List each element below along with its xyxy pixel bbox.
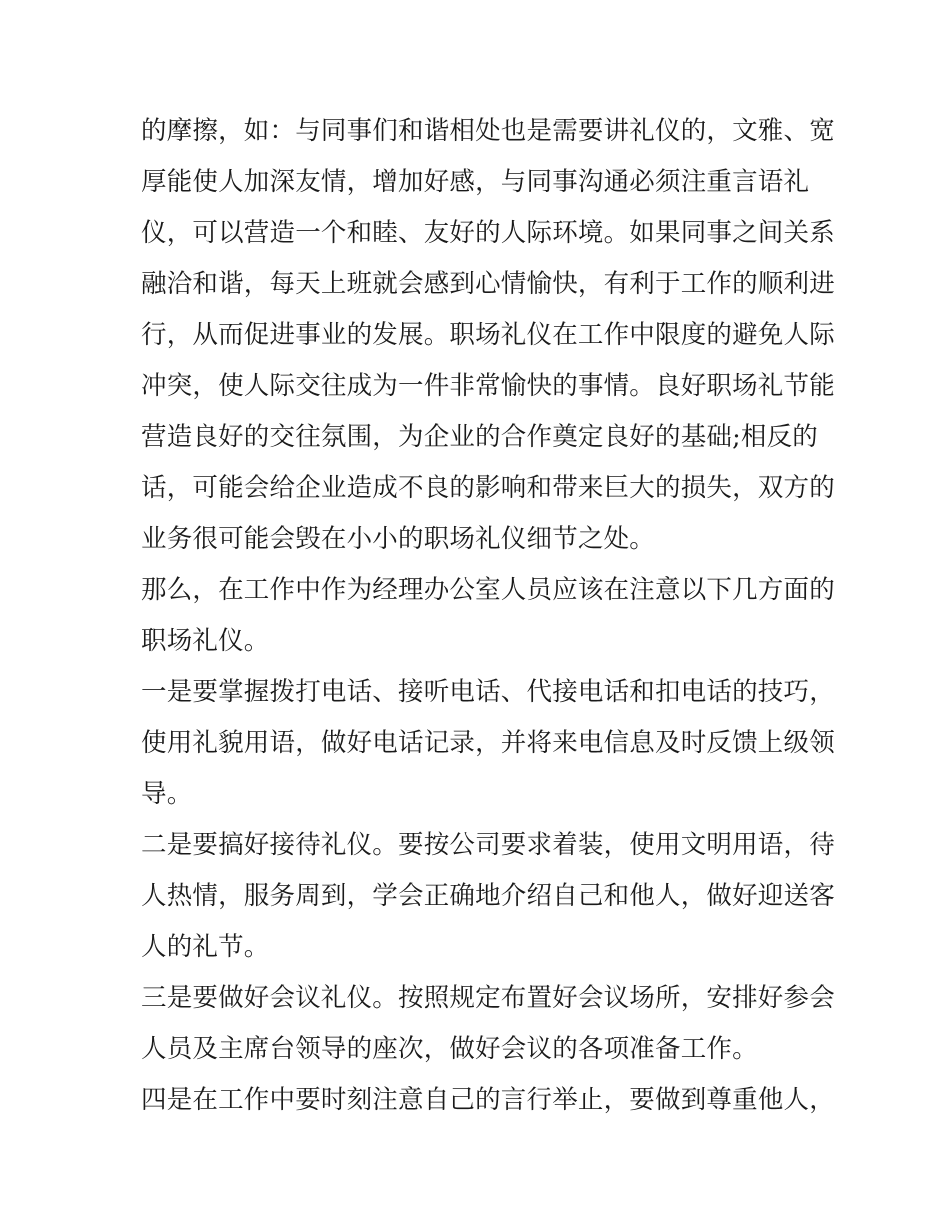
text-line: 业务很可能会毁在小小的职场礼仪细节之处。 <box>141 524 656 554</box>
text-line: 人的礼节。 <box>141 932 270 962</box>
text-line: 冲突，使人际交往成为一件非常愉快的事情。良好职场礼节能 <box>141 371 835 401</box>
text-line: 的摩擦，如：与同事们和谐相处也是需要讲礼仪的，文雅、宽 <box>141 116 835 146</box>
text-line: 导。 <box>141 779 193 809</box>
text-line: 人热情，服务周到，学会正确地介绍自己和他人，做好迎送客 <box>141 881 835 911</box>
text-line: 话，可能会给企业造成不良的影响和带来巨大的损失，双方的 <box>141 473 835 503</box>
text-line: 三是要做好会议礼仪。按照规定布置好会议场所，安排好参会 <box>141 983 835 1013</box>
text-line: 二是要搞好接待礼仪。要按公司要求着装，使用文明用语，待 <box>141 830 835 860</box>
text-line: 四是在工作中要时刻注意自己的言行举止，要做到尊重他人， <box>141 1085 835 1115</box>
text-line: 人员及主席台领导的座次，做好会议的各项准备工作。 <box>141 1034 758 1064</box>
text-line: 一是要掌握拨打电话、接听电话、代接电话和扣电话的技巧， <box>141 677 835 707</box>
text-line: 融洽和谐，每天上班就会感到心情愉快，有利于工作的顺利进 <box>141 269 835 299</box>
text-line: 仪，可以营造一个和睦、友好的人际环境。如果同事之间关系 <box>141 218 835 248</box>
text-line: 厚能使人加深友情，增加好感，与同事沟通必须注重言语礼 <box>141 167 810 197</box>
text-line: 营造良好的交往氛围，为企业的合作奠定良好的基础;相反的 <box>141 422 818 452</box>
text-line: 使用礼貌用语，做好电话记录，并将来电信息及时反馈上级领 <box>141 728 835 758</box>
text-line: 行，从而促进事业的发展。职场礼仪在工作中限度的避免人际 <box>141 320 835 350</box>
text-line: 那么，在工作中作为经理办公室人员应该在注意以下几方面的 <box>141 575 835 605</box>
body-text <box>141 106 835 1126</box>
text-line: 职场礼仪。 <box>141 626 270 656</box>
